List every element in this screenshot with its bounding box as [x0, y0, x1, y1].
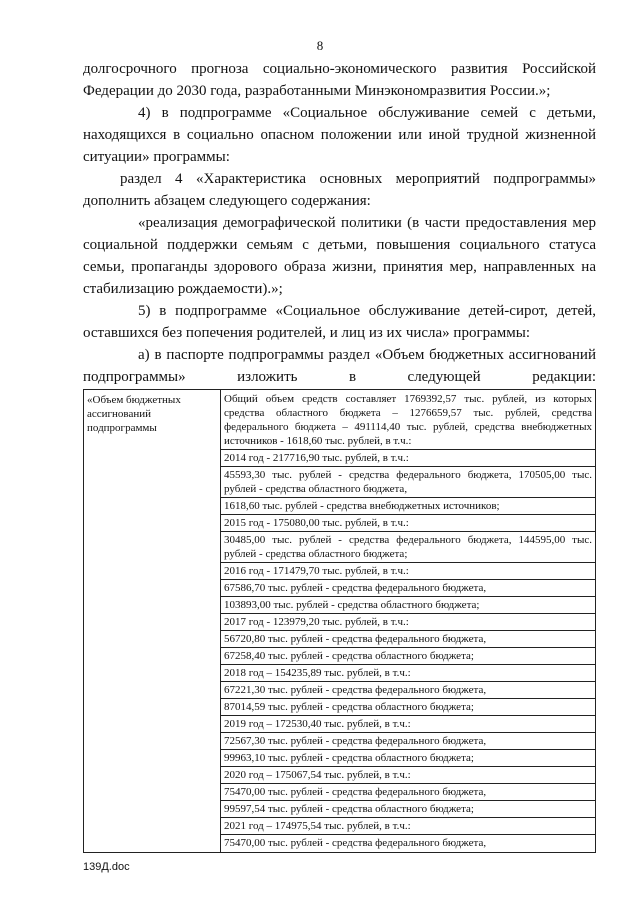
- table-row: 30485,00 тыс. рублей - средства федерального бюджета, 144595,00 тыс. рублей - средства областного бюджета;: [221, 531, 595, 562]
- paragraph-section-4: раздел 4 «Характеристика основных мероприятий подпрограммы» дополнить абзацем следующего содержания:: [83, 171, 596, 209]
- table-row: 56720,80 тыс. рублей - средства федерального бюджета,: [221, 630, 595, 647]
- table-row: 2020 год – 175067,54 тыс. рублей, в т.ч.:: [221, 766, 595, 783]
- table-row: 103893,00 тыс. рублей - средства областного бюджета;: [221, 596, 595, 613]
- table-row: 2021 год – 174975,54 тыс. рублей, в т.ч.:: [221, 817, 595, 834]
- table-row: 67221,30 тыс. рублей - средства федерального бюджета,: [221, 681, 595, 698]
- table-row: 87014,59 тыс. рублей - средства областного бюджета;: [221, 698, 595, 715]
- table-row: 45593,30 тыс. рублей - средства федерального бюджета, 170505,00 тыс. рублей - средства областного бюджета,: [221, 466, 595, 497]
- table-row: 2019 год – 172530,40 тыс. рублей, в т.ч.:: [221, 715, 595, 732]
- paragraph-item-5: 5) в подпрограмме «Социальное обслуживание детей-сирот, детей, оставшихся без попечения родителей, и лиц из их числа» программы:: [83, 303, 596, 341]
- table-row: 2014 год - 217716,90 тыс. рублей, в т.ч.:: [221, 449, 595, 466]
- document-body: [83, 58, 596, 853]
- file-name-footer: 139Д.doc: [83, 861, 130, 873]
- table-row: 2018 год – 154235,89 тыс. рублей, в т.ч.:: [221, 664, 595, 681]
- table-row: 99597,54 тыс. рублей - средства областного бюджета;: [221, 800, 595, 817]
- table-row: 67258,40 тыс. рублей - средства областного бюджета;: [221, 647, 595, 664]
- table-row: 99963,10 тыс. рублей - средства областного бюджета;: [221, 749, 595, 766]
- paragraph-quote: «реализация демографической политики (в части предоставления мер социальной поддержки семьям с детьми, повышения социального статуса семьи, пропаганды здорового образа жизни, принятия мер, направленных на стабилизацию рождаемости).»;: [83, 215, 596, 297]
- paragraph-item-4: 4) в подпрограмме «Социальное обслуживание семей с детьми, находящихся в социально опасном положении или иной трудной жизненной ситуации» программы:: [83, 105, 596, 165]
- table-row: 67586,70 тыс. рублей - средства федерального бюджета,: [221, 579, 595, 596]
- table-row: 2017 год - 123979,20 тыс. рублей, в т.ч.:: [221, 613, 595, 630]
- table-row: 75470,00 тыс. рублей - средства федерального бюджета,: [221, 834, 595, 851]
- paragraph-continuation: долгосрочного прогноза социально-экономического развития Российской Федерации до 2030 года, разработанными Минэкономразвития России.»;: [83, 61, 596, 99]
- budget-table: [83, 389, 596, 853]
- table-row: 72567,30 тыс. рублей - средства федерального бюджета,: [221, 732, 595, 749]
- table-left-label: «Объем бюджетных ассигнований подпрограммы: [84, 390, 221, 853]
- table-row: 1618,60 тыс. рублей - средства внебюджетных источников;: [221, 497, 595, 514]
- paragraph-item-a: а) в паспорте подпрограммы раздел «Объем бюджетных ассигнований подпрограммы» изложить в следующей редакции:: [83, 347, 596, 385]
- table-row: 2016 год - 171479,70 тыс. рублей, в т.ч.:: [221, 562, 595, 579]
- table-right-cell: [221, 390, 596, 853]
- table-row: 75470,00 тыс. рублей - средства федерального бюджета,: [221, 783, 595, 800]
- table-row: 2015 год - 175080,00 тыс. рублей, в т.ч.:: [221, 514, 595, 531]
- table-row: Общий объем средств составляет 1769392,57 тыс. рублей, из которых средства областного бюджета – 1276659,57 тыс. рублей, средства федерального бюджета – 491114,40 тыс. рублей, средства внебюджетных источников - 1618,60 тыс. рублей, в т.ч.:: [224, 393, 592, 447]
- page-number: 8: [316, 38, 324, 53]
